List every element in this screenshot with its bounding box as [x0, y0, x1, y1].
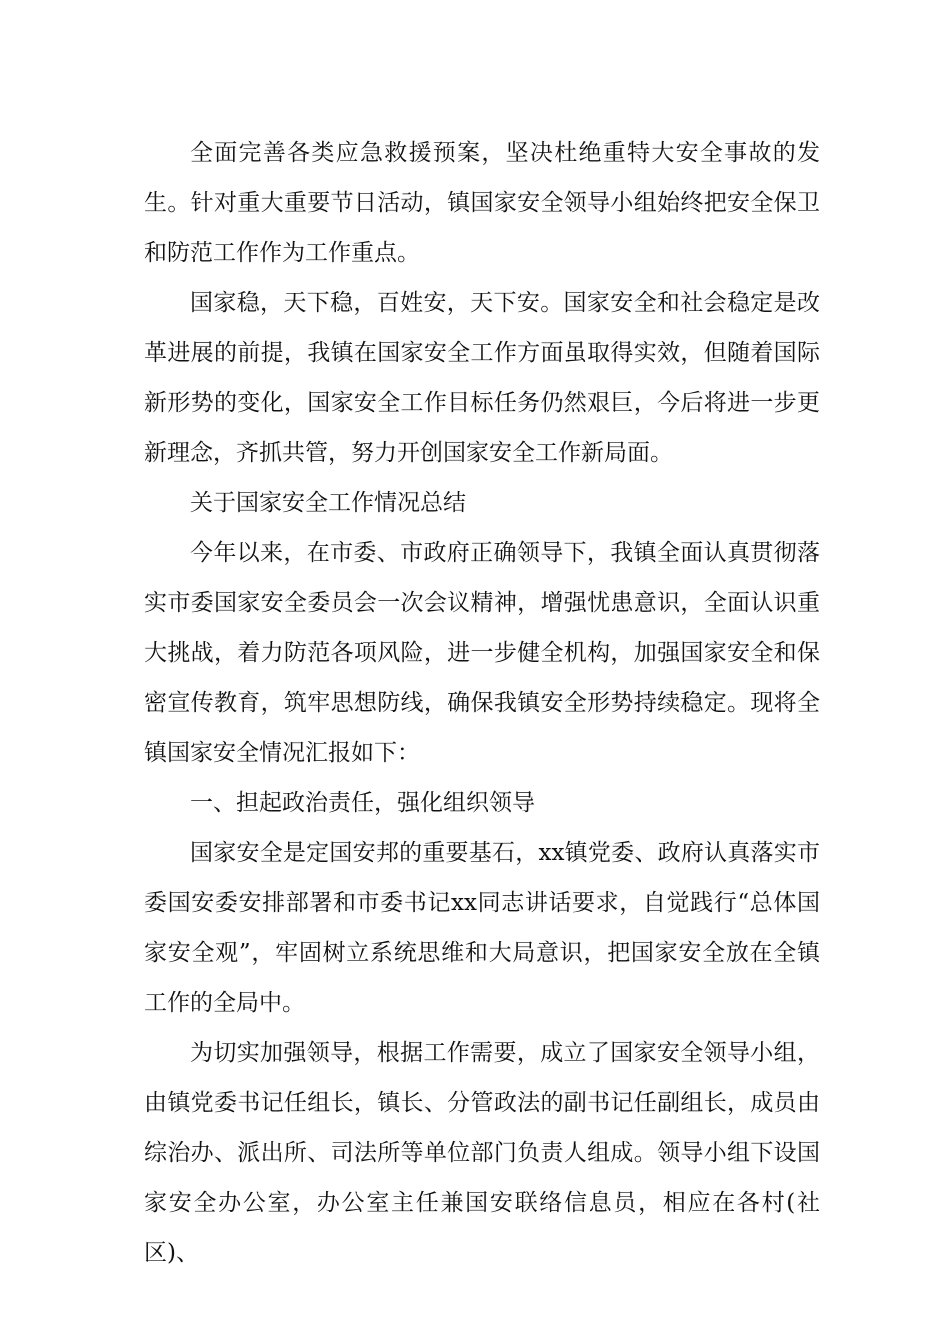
paragraph-national-stability: 国家稳，天下稳，百姓安，天下安。国家安全和社会稳定是改革进展的前提，我镇在国家安全工作方面虽取得实效，但随着国际新形势的变化，国家安全工作目标任务仍然艰巨，今后将进一步更新理念，齐抓共管，努力开创国家安全工作新局面。: [144, 290, 820, 466]
paragraph-foundation: 国家安全是定国安邦的重要基石，xx镇党委、政府认真落实市委国安委安排部署和市委书记xx同志讲话要求，自觉践行“总体国家安全观”，牢固树立系统思维和大局意识，把国家安全放在全镇工作的全局中。: [144, 840, 820, 1016]
document-body: [144, 128, 820, 1278]
paragraph-intro: 今年以来，在市委、市政府正确领导下，我镇全面认真贯彻落实市委国家安全委员会一次会议精神，增强忧患意识，全面认识重大挑战，着力防范各项风险，进一步健全机构，加强国家安全和保密宣传教育，筑牢思想防线，确保我镇安全形势持续稳定。现将全镇国家安全情况汇报如下：: [144, 540, 820, 766]
paragraph-leadership-group: 为切实加强领导，根据工作需要，成立了国家安全领导小组，由镇党委书记任组长，镇长、分管政法的副书记任副组长，成员由综治办、派出所、司法所等单位部门负责人组成。领导小组下设国家安全办公室，办公室主任兼国安联络信息员，相应在各村(社区)、: [144, 1040, 820, 1266]
section-title: 关于国家安全工作情况总结: [190, 490, 466, 516]
paragraph-emergency-plans: 全面完善各类应急救援预案，坚决杜绝重特大安全事故的发生。针对重大重要节日活动，镇国家安全领导小组始终把安全保卫和防范工作作为工作重点。: [144, 140, 820, 266]
section-heading-1: 一、担起政治责任，强化组织领导: [190, 790, 535, 816]
